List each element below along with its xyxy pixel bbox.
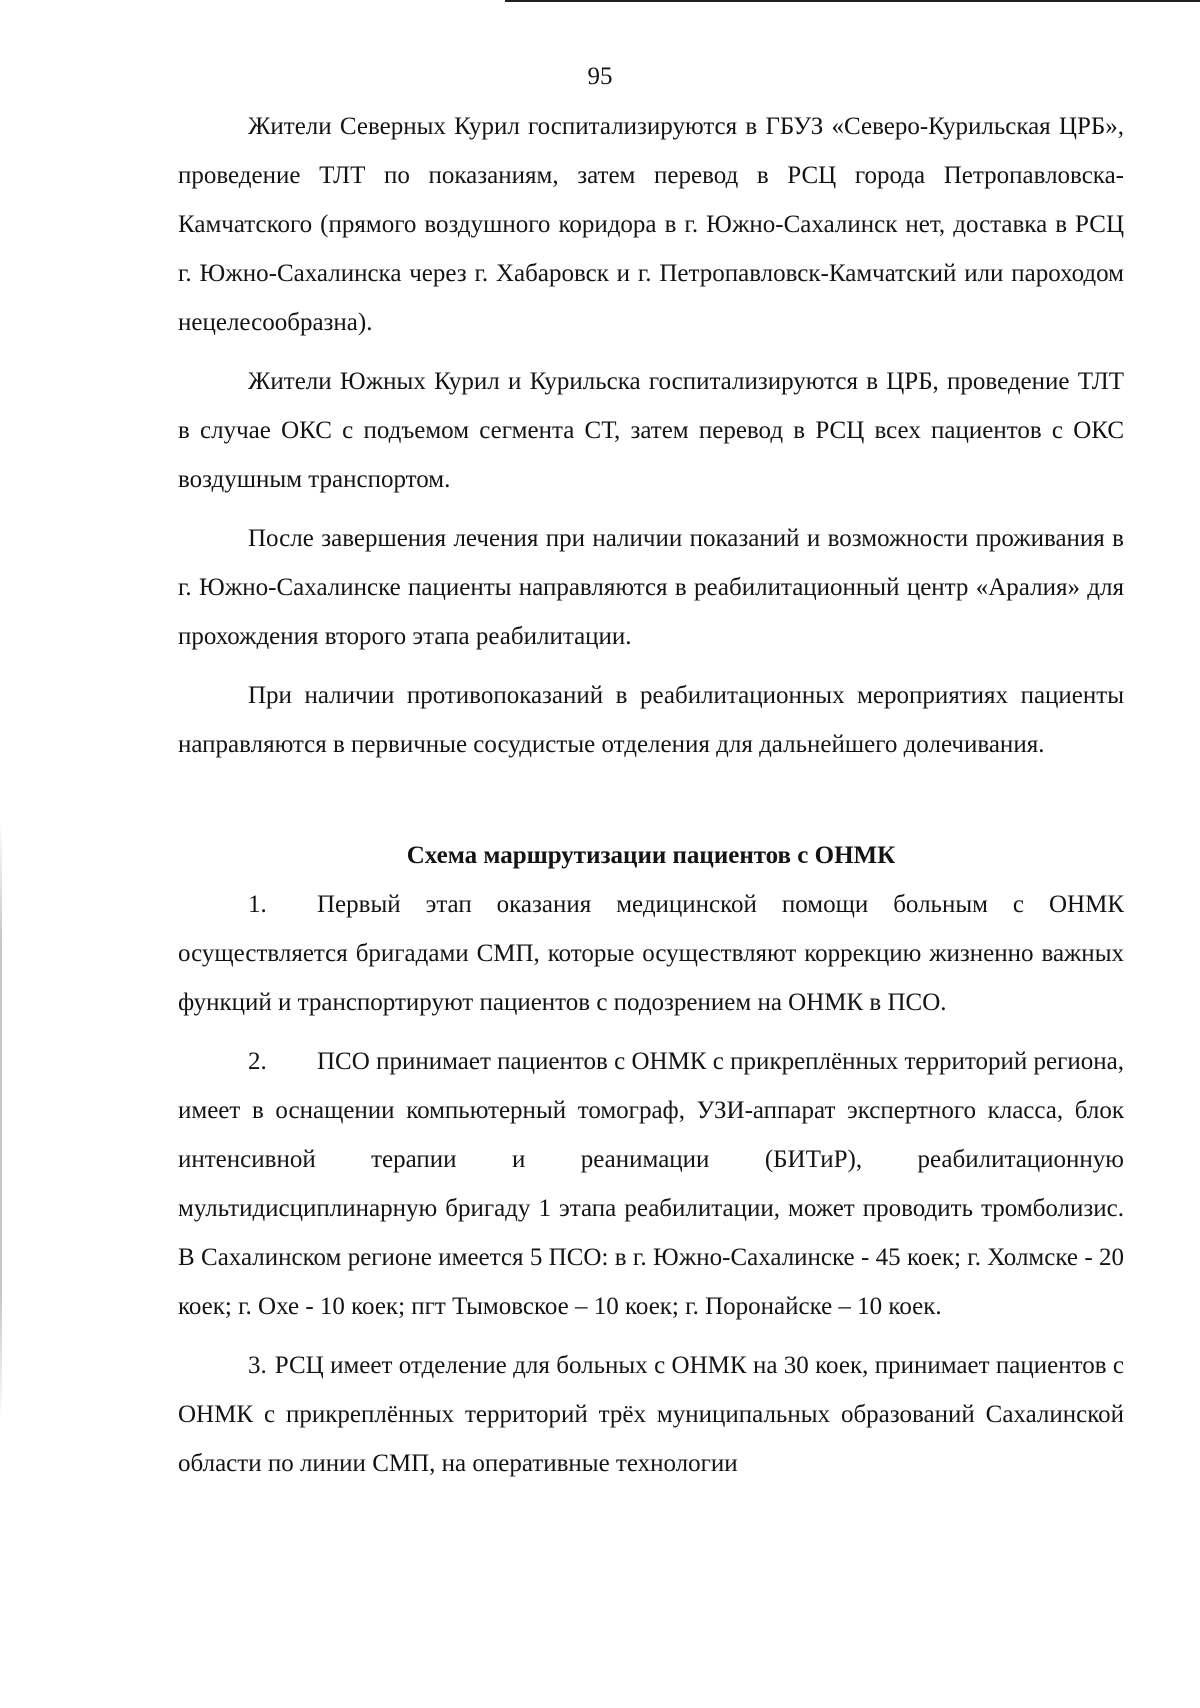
list-item-text: РСЦ имеет отделение для больных с ОНМК на 30 коек, принимает пациентов с ОНМК с прикреплённых территорий трёх муниципальных образований Сахалинской области по линии СМП, на оперативные технологии: [178, 1352, 1124, 1477]
paragraph-north-kurils: Жители Северных Курил госпитализируются в ГБУЗ «Северо-Курильская ЦРБ», проведение ТЛТ по показаниям, затем перевод в РСЦ города Петропавловска-Камчатского (прямого воздушного коридора в г. Южно-Сахалинск нет, доставка в РСЦ г. Южно-Сахалинска через г. Хабаровск и г. Петропавловск-Камчатский или пароходом нецелесообразна).: [178, 113, 1124, 336]
list-item: [178, 1037, 1124, 1331]
list-item-text: Первый этап оказания медицинской помощи больным с ОНМК осуществляется бригадами СМП, которые осуществляют коррекцию жизненно важных функций и транспортируют пациентов с подозрением на ОНМК в ПСО.: [178, 891, 1124, 1016]
list-item-text: ПСО принимает пациентов с ОНМК с прикреплённых территорий региона, имеет в оснащении компьютерный томограф, УЗИ-аппарат экспертного класса, блок интенсивной терапии и реанимации (БИТиР), реабилитационную мультидисциплинарную бригаду 1 этапа реабилитации, может проводить тромболизис. В Сахалинском регионе имеется 5 ПСО: в г. Южно-Сахалинске - 45 коек; г. Холмске - 20 коек; г. Охе - 10 коек; пгт Тымовское – 10 коек; г. Поронайске – 10 коек.: [178, 1048, 1124, 1320]
paragraph-south-kurils: Жители Южных Курил и Курильска госпитализируются в ЦРБ, проведение ТЛТ в случае ОКС с подъемом сегмента СТ, затем перевод в РСЦ всех пациентов с ОКС воздушным транспортом.: [178, 368, 1124, 493]
list-item-number: 2.: [248, 1048, 267, 1075]
section-heading: Схема маршрутизации пациентов с ОНМК: [406, 842, 896, 869]
scan-left-edge: [0, 820, 2, 1420]
page-number: 95: [587, 63, 613, 90]
paragraph-contraindications: При наличии противопоказаний в реабилитационных мероприятиях пациенты направляются в первичные сосудистые отделения для дальнейшего долечивания.: [178, 682, 1124, 758]
scan-top-border: [505, 0, 1200, 2]
document-body: [178, 102, 1124, 1498]
list-item-number: 3.: [248, 1352, 267, 1379]
list-item: [178, 1341, 1124, 1488]
list-item: [178, 880, 1124, 1027]
paragraph-rehabilitation: После завершения лечения при наличии показаний и возможности проживания в г. Южно-Сахалинске пациенты направляются в реабилитационный центр «Аралия» для прохождения второго этапа реабилитации.: [178, 525, 1124, 650]
list-item-number: 1.: [248, 891, 267, 918]
